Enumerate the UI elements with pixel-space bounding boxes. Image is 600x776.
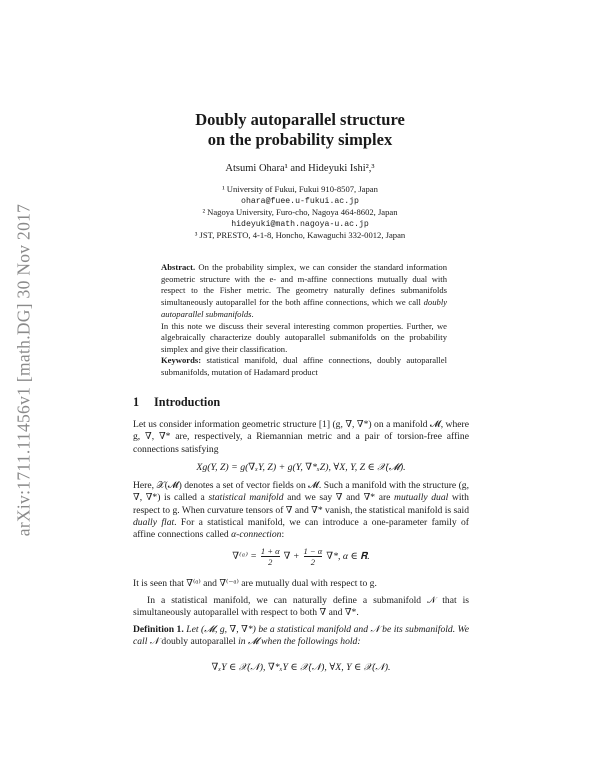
term-mutually-dual: mutually dual — [394, 492, 449, 504]
paper-title — [130, 110, 470, 150]
equation-2 — [133, 546, 469, 567]
eq2-num-2: 1 − α — [303, 546, 323, 556]
section-number: 1 — [133, 395, 140, 409]
abstract-label: Abstract. — [161, 262, 196, 272]
intro-p2-text-b: and we say ∇ and ∇* are — [287, 492, 391, 504]
abstract-text-1: On the probability simplex, we can consider the standard information geometric structure with the e- and m-affine connections mutually dual with respect to the Fisher metric. The geometry naturally defines submanifolds simultaneously autoparallel for the both affine connections, which we call — [161, 262, 448, 308]
keywords-text: statistical manifold, dual affine connections, doubly autoparallel submanifolds, mutation of Hadamard product — [161, 355, 447, 377]
eq2-fraction-2 — [304, 546, 323, 567]
arxiv-identifier: arXiv:1711.11456v1 [math.DG] 30 Nov 2017 — [13, 203, 34, 537]
definition-text-1: Let (𝓜, g, ∇, ∇*) be a statistical manifold and 𝒩 be its submanifold. We call 𝒩 — [133, 624, 469, 648]
section-title: Introduction — [154, 395, 221, 409]
intro-p2-text-a: Here, 𝒳(𝓜) denotes a set of vector fields on 𝓜. Such a manifold with the structure (g, ∇, ∇*) is called a — [133, 480, 469, 504]
arxiv-sidebar — [4, 160, 44, 580]
intro-paragraph-1: Let us consider information geometric structure [1] (g, ∇, ∇*) on a manifold 𝓜, where g, ∇, ∇* are, respectively, a Riemannian metric and a pair of torsion-free affine connections satisfying — [133, 419, 469, 455]
section-heading — [133, 395, 220, 410]
eq2-den-2: 2 — [310, 557, 315, 567]
keywords — [161, 355, 447, 378]
eq2-lhs: ∇⁽ᵅ⁾ = — [232, 551, 257, 562]
abstract: Abstract. On the probability simplex, we can consider the standard information geometric structure with the e- and m-affine connections mutually dual with respect to the Fisher metric. The geometry naturally defines submanifolds simultaneously autoparallel for the both affine connections, which we call doubly autoparallel submanifolds. In this note we discuss their several interesting common properties. Further, we algebraically characterize doubly autoparallel submanifolds on the probability simplex and give their classification. — [161, 262, 448, 354]
equation-1: Xg(Y, Z) = g(∇ₓY, Z) + g(Y, ∇*ₓZ), ∀X, Y, Z ∈ 𝒳(𝓜). — [196, 462, 406, 473]
definition-term: doubly autoparallel — [161, 636, 236, 648]
term-alpha-connection: α-connection — [231, 529, 282, 541]
title-line-2: on the probability simplex — [207, 130, 393, 149]
affiliation-1-email: ohara@fuee.u-fukui.ac.jp — [241, 196, 359, 206]
term-statistical-manifold: statistical manifold — [208, 492, 284, 504]
definition-text-2: in 𝓜 when the followings hold: — [238, 636, 361, 648]
affiliation-2: ² Nagoya University, Furo-cho, Nagoya 464-8602, Japan — [202, 207, 398, 217]
keywords-label: Keywords: — [161, 355, 202, 365]
title-line-1: Doubly autoparallel structure — [195, 110, 405, 129]
intro-p2-text-d: . For a statistical manifold, we can introduce a one-parameter family of affine connections called — [133, 516, 469, 541]
eq2-num-1: 1 + α — [260, 546, 280, 556]
eq2-den-1: 2 — [268, 557, 273, 567]
authors: Atsumi Ohara¹ and Hideyuki Ishi²,³ — [225, 163, 375, 174]
eq2-fraction-1 — [261, 546, 280, 567]
affiliations — [130, 184, 470, 242]
affiliation-3: ³ JST, PRESTO, 4-1-8, Honcho, Kawaguchi 332-0012, Japan — [194, 230, 406, 240]
affiliation-2-email: hideyuki@math.nagoya-u.ac.jp — [231, 219, 369, 229]
eq2-rhs: ∇*, α ∈ 𝐑. — [326, 551, 370, 562]
abstract-text-2: In this note we discuss their several interesting common properties. Further, we algebraically characterize doubly autoparallel submanifolds on the probability simplex and give their classification. — [161, 320, 447, 354]
affiliation-1: ¹ University of Fukui, Fukui 910-8507, Japan — [222, 184, 378, 194]
intro-paragraph-3: It is seen that ∇⁽ᵅ⁾ and ∇⁽⁻ᵅ⁾ are mutually dual with respect to g. — [133, 578, 377, 589]
abstract-emphasis: doubly autoparallel submanifolds — [161, 297, 448, 319]
eq2-mid: ∇ + — [283, 551, 300, 562]
definition-label: Definition 1. — [133, 624, 184, 635]
term-dually-flat: dually flat — [133, 516, 175, 528]
equation-3: ∇ₓY ∈ 𝒳(𝒩), ∇*ₓY ∈ 𝒳(𝒩), ∀X, Y ∈ 𝒳(𝒩). — [211, 662, 391, 673]
definition-1 — [133, 624, 469, 649]
intro-paragraph-4: In a statistical manifold, we can naturally define a submanifold 𝒩 that is simultaneously autoparallel with respect to both ∇ and ∇*. — [133, 595, 469, 619]
intro-p2-text-c: with respect to g. When curvature tensors of ∇ and ∇* vanish, the statistical manifold is said — [133, 492, 469, 516]
intro-paragraph-2: Here, 𝒳(𝓜) denotes a set of vector fields on 𝓜. Such a manifold with the structure (g, ∇, ∇*) is called a statistical manifold and we say ∇ and ∇* are mutually dual with respect to g. When curvature tensors of ∇ and ∇* vanish, the statistical manifold is said dually flat. For a statistical manifold, we can introduce a one-parameter family of affine connections called α-connection: — [133, 480, 469, 541]
